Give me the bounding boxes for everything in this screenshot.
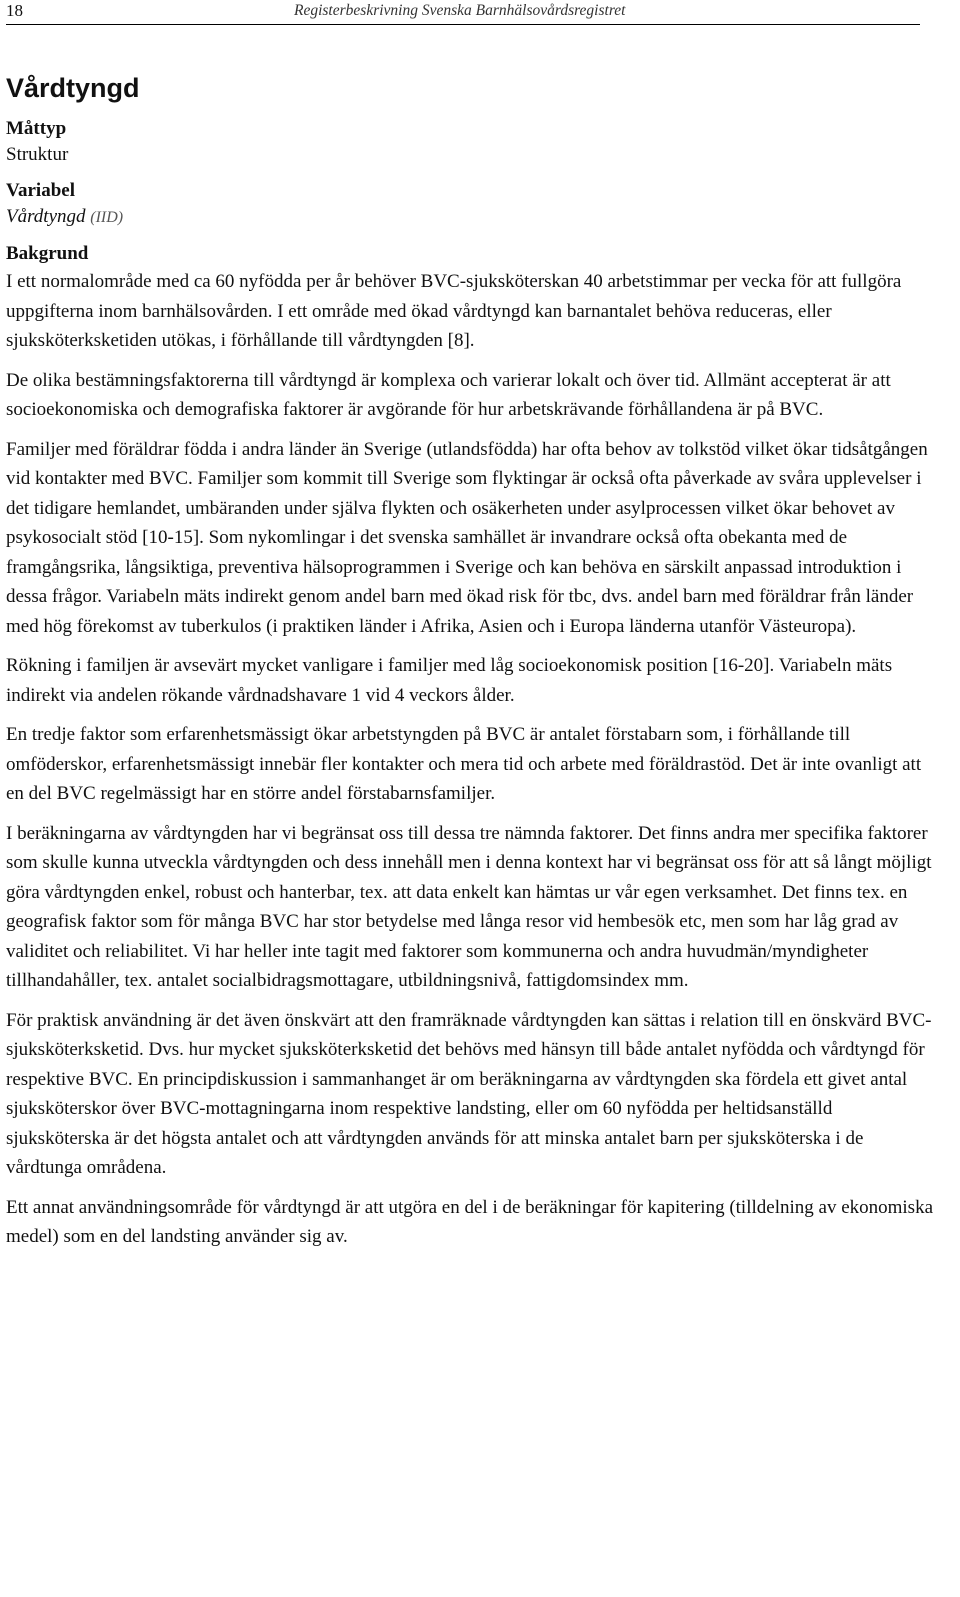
paragraph-5: En tredje faktor som erfarenhetsmässigt ökar arbetstyngden på BVC är antalet förstabarn som, i förhållande till omföderskor, erfarenhetsmässigt innebär fler kontakter och mera tid och arbete med föräldrastöd. Det är inte ovanligt att en del BVC regelmässigt har en större andel förstabarnsfamiljer. (6, 724, 922, 804)
variabel-label: Variabel (6, 180, 75, 201)
mattyp-label: Måttyp (6, 118, 67, 139)
paragraph-4: Rökning i familjen är avsevärt mycket vanligare i familjer med låg socioekonomisk position [16-20]. Variabeln mäts indirekt via andelen rökande vårdnadshavare 1 vid 4 veckors ålder. (6, 655, 893, 706)
variabel-value-line (6, 204, 936, 231)
running-title: Registerbeskrivning Svenska Barnhälsovårdsregistret (294, 2, 626, 19)
mattyp-value: Struktur (6, 144, 69, 165)
page-header (6, 0, 920, 25)
variabel-suffix: (IID) (90, 209, 124, 226)
paragraph-2: De olika bestämningsfaktorerna till vårdtyngd är komplexa och varierar lokalt och över tid. Allmänt accepterat är att socioekonomiska och demografiska faktorer är avgörande för hur arbetskrävande förhållandena är på BVC. (6, 369, 891, 420)
paragraph-3: Familjer med föräldrar födda i andra länder än Sverige (utlandsfödda) har ofta behov av tolkstöd vilket ökar tidsåtgången vid kontakter med BVC. Familjer som kommit till Sverige som flyktingar är också ofta påverkade av svåra upplevelser i det tidigare hemlandet, umbäranden under själva flykten och osäkerheten under asylprocessen vilket ökar behovet av psykosocialt stöd [10-15]. Som nykomlingar i det svenska samhället är invandrare också ofta obekanta med de framgångsrika, långsiktiga, preventiva hälsoprogrammen i Sverige och kan behöva en särskilt anpassad introduktion i dessa frågor. Variabeln mäts indirekt genom andel barn med ökad risk för tbc, dvs. andel barn med föräldrar från länder med hög förekomst av tuberkulos (i praktiken länder i Afrika, Asien och i Europa länderna utanför Västeuropa). (6, 438, 928, 637)
section-title: Vårdtyngd (6, 73, 140, 103)
paragraph-6: I beräkningarna av vårdtyngden har vi begränsat oss till dessa tre nämnda faktorer. Det finns andra mer specifika faktorer som skulle kunna utveckla vårdtyngden och dess innehåll men i denna kontext har vi begränsat oss för att så långt möjligt göra vårdtyngden enkel, robust och hanterbar, tex. att data enkelt kan hämtas ur vår egen verksamhet. Det finns tex. en geografisk faktor som för många BVC har stor betydelse med långa resor vid hembesök etc, men som har låg grad av validitet och reliabilitet. Vi har heller inte tagit med faktorer som kommunerna och andra huvudmän/myndigheter tillhandahåller, tex. antalet socialbidragsmottagare, utbildningsnivå, fattigdomsindex mm. (6, 822, 932, 991)
bakgrund-label: Bakgrund (6, 243, 89, 264)
paragraph-1: I ett normalområde med ca 60 nyfödda per år behöver BVC-sjuksköterskan 40 arbetstimmar per vecka för att fullgöra uppgifterna inom barnhälsovården. I ett område med ökad vårdtyngd kan barnantalet behöva reduceras, eller sjuksköterksketiden utökas, i förhållande till vårdtyngden [8]. (6, 271, 902, 351)
paragraph-8: Ett annat användningsområde för vårdtyngd är att utgöra en del i de beräkningar för kapitering (tilldelning av ekonomiska medel) som en del landsting använder sig av. (6, 1196, 934, 1247)
page-content (6, 70, 936, 1262)
variabel-value: Vårdtyngd (6, 206, 86, 227)
page-number: 18 (6, 1, 23, 20)
paragraph-7: För praktisk användning är det även önskvärt att den framräknade vårdtyngden kan sättas i relation till en önskvärd BVC-sjuksköterksketid. Dvs. hur mycket sjuksköterksketid det behövs med hänsyn till både antalet nyfödda och vårdtyngd för respektive BVC. En principdiskussion i sammanhanget är om beräkningarna av vårdtyngden ska fördela ett givet antal sjuksköterskor över BVC-mottagningarna inom respektive landsting, eller om 60 nyfödda per heltidsanställd sjuksköterska är det högsta antalet och att vårdtyngden används för att minska antalet barn per sjuksköterska i de vårdtunga områdena. (6, 1009, 932, 1178)
